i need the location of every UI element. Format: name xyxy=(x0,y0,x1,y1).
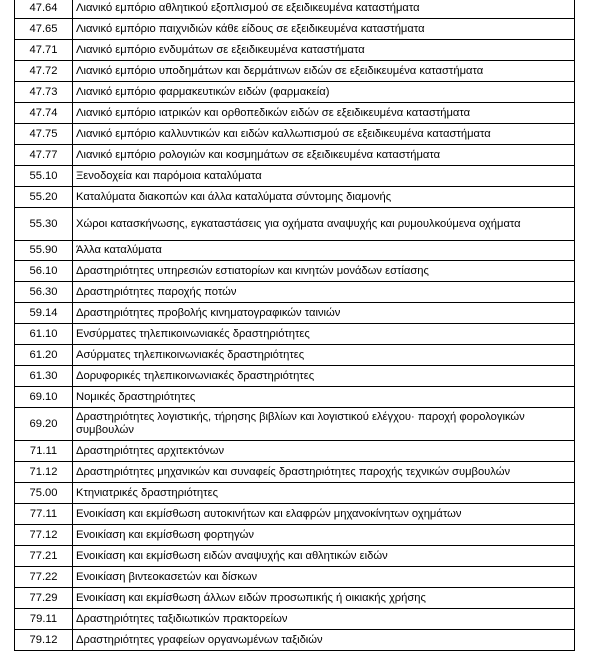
table-row xyxy=(15,504,575,525)
table-row xyxy=(15,282,575,303)
table-row xyxy=(15,483,575,504)
activity-description-cell: Δορυφορικές τηλεπικοινωνιακές δραστηριότητες xyxy=(73,366,575,387)
activity-description-cell: Δραστηριότητες λογιστικής, τήρησης βιβλίων και λογιστικού ελέγχου· παροχή φορολογικών συμβουλών xyxy=(73,408,575,441)
activity-code-cell: 55.20 xyxy=(15,187,73,208)
activity-description-cell: Λιανικό εμπόριο καλλυντικών και ειδών καλλωπισμού σε εξειδικευμένα καταστήματα xyxy=(73,124,575,145)
table-row xyxy=(15,366,575,387)
activity-code-cell: 79.11 xyxy=(15,609,73,630)
table-row xyxy=(15,588,575,609)
activity-description-cell: Λιανικό εμπόριο ιατρικών και ορθοπεδικών ειδών σε εξειδικευμένα καταστήματα xyxy=(73,103,575,124)
activity-description-cell: Δραστηριότητες γραφείων οργανωμένων ταξιδιών xyxy=(73,630,575,651)
activity-description-cell: Άλλα καταλύματα xyxy=(73,241,575,261)
activity-description-cell: Ενοικίαση βιντεοκασετών και δίσκων xyxy=(73,567,575,588)
activity-code-cell: 47.75 xyxy=(15,124,73,145)
table-row xyxy=(15,208,575,241)
activity-description-cell: Λιανικό εμπόριο ενδυμάτων σε εξειδικευμένα καταστήματα xyxy=(73,40,575,61)
table-row xyxy=(15,387,575,408)
table-row xyxy=(15,546,575,567)
activity-code-cell: 77.21 xyxy=(15,546,73,567)
table-row xyxy=(15,441,575,462)
activity-description-cell: Ενοικίαση και εκμίσθωση φορτηγών xyxy=(73,525,575,546)
activity-description-cell: Κτηνιατρικές δραστηριότητες xyxy=(73,483,575,504)
table-row xyxy=(15,303,575,324)
activity-description-cell: Δραστηριότητες υπηρεσιών εστιατορίων και κινητών μονάδων εστίασης xyxy=(73,261,575,282)
activity-description-cell: Λιανικό εμπόριο αθλητικού εξοπλισμού σε εξειδικευμένα καταστήματα xyxy=(73,0,575,19)
table-row xyxy=(15,261,575,282)
activity-description-cell: Ενσύρματες τηλεπικοινωνιακές δραστηριότητες xyxy=(73,324,575,345)
activity-code-cell: 47.77 xyxy=(15,145,73,166)
table-row xyxy=(15,609,575,630)
activity-description-cell: Δραστηριότητες αρχιτεκτόνων xyxy=(73,441,575,462)
activity-code-cell: 71.12 xyxy=(15,462,73,483)
table-row xyxy=(15,145,575,166)
activity-description-cell: Ενοικίαση και εκμίσθωση άλλων ειδών προσωπικής ή οικιακής χρήσης xyxy=(73,588,575,609)
table-row xyxy=(15,19,575,40)
table-row xyxy=(15,408,575,441)
table-row xyxy=(15,40,575,61)
activity-description-cell: Ασύρματες τηλεπικοινωνιακές δραστηριότητες xyxy=(73,345,575,366)
activity-code-cell: 47.71 xyxy=(15,40,73,61)
activity-code-cell: 59.14 xyxy=(15,303,73,324)
table-row xyxy=(15,103,575,124)
activity-code-cell: 77.11 xyxy=(15,504,73,525)
activity-code-cell: 56.30 xyxy=(15,282,73,303)
activity-code-cell: 77.12 xyxy=(15,525,73,546)
activity-code-cell: 47.74 xyxy=(15,103,73,124)
activity-code-cell: 47.73 xyxy=(15,82,73,103)
activity-code-cell: 61.30 xyxy=(15,366,73,387)
table-row xyxy=(15,82,575,103)
activity-code-cell: 71.11 xyxy=(15,441,73,462)
table-row xyxy=(15,241,575,261)
activity-description-cell: Νομικές δραστηριότητες xyxy=(73,387,575,408)
table-row xyxy=(15,187,575,208)
activity-code-cell: 55.10 xyxy=(15,166,73,187)
activity-code-cell: 77.29 xyxy=(15,588,73,609)
table-row xyxy=(15,0,575,19)
activity-code-cell: 69.20 xyxy=(15,408,73,441)
activity-description-cell: Δραστηριότητες προβολής κινηματογραφικών ταινιών xyxy=(73,303,575,324)
activity-description-cell: Ενοικίαση και εκμίσθωση αυτοκινήτων και ελαφρών μηχανοκίνητων οχημάτων xyxy=(73,504,575,525)
activity-code-cell: 47.72 xyxy=(15,61,73,82)
activity-code-cell: 79.12 xyxy=(15,630,73,651)
activity-description-cell: Δραστηριότητες μηχανικών και συναφείς δραστηριότητες παροχής τεχνικών συμβουλών xyxy=(73,462,575,483)
activity-code-cell: 69.10 xyxy=(15,387,73,408)
activity-code-cell: 61.10 xyxy=(15,324,73,345)
activity-code-cell: 77.22 xyxy=(15,567,73,588)
table-row xyxy=(15,124,575,145)
activity-code-cell: 47.65 xyxy=(15,19,73,40)
activity-description-cell: Ξενοδοχεία και παρόμοια καταλύματα xyxy=(73,166,575,187)
activity-description-cell: Λιανικό εμπόριο φαρμακευτικών ειδών (φαρμακεία) xyxy=(73,82,575,103)
table-row xyxy=(15,61,575,82)
table-row xyxy=(15,630,575,651)
activity-code-cell: 61.20 xyxy=(15,345,73,366)
table-row xyxy=(15,525,575,546)
activity-codes-table xyxy=(14,0,575,651)
activity-description-cell: Λιανικό εμπόριο παιχνιδιών κάθε είδους σε εξειδικευμένα καταστήματα xyxy=(73,19,575,40)
table-row xyxy=(15,166,575,187)
activity-description-cell: Χώροι κατασκήνωσης, εγκαταστάσεις για οχήματα αναψυχής και ρυμουλκούμενα οχήματα xyxy=(73,208,575,241)
table-row xyxy=(15,462,575,483)
activity-description-cell: Λιανικό εμπόριο ρολογιών και κοσμημάτων σε εξειδικευμένα καταστήματα xyxy=(73,145,575,166)
table-row xyxy=(15,324,575,345)
activity-code-cell: 47.64 xyxy=(15,0,73,19)
activity-code-cell: 56.10 xyxy=(15,261,73,282)
activity-codes-document xyxy=(14,0,574,651)
activity-description-cell: Λιανικό εμπόριο υποδημάτων και δερμάτινων ειδών σε εξειδικευμένα καταστήματα xyxy=(73,61,575,82)
activity-description-cell: Δραστηριότητες παροχής ποτών xyxy=(73,282,575,303)
table-row xyxy=(15,567,575,588)
activity-description-cell: Ενοικίαση και εκμίσθωση ειδών αναψυχής και αθλητικών ειδών xyxy=(73,546,575,567)
activity-code-cell: 55.30 xyxy=(15,208,73,241)
activity-description-cell: Καταλύματα διακοπών και άλλα καταλύματα σύντομης διαμονής xyxy=(73,187,575,208)
table-row xyxy=(15,345,575,366)
activity-code-cell: 55.90 xyxy=(15,241,73,261)
activity-description-cell: Δραστηριότητες ταξιδιωτικών πρακτορείων xyxy=(73,609,575,630)
activity-code-cell: 75.00 xyxy=(15,483,73,504)
